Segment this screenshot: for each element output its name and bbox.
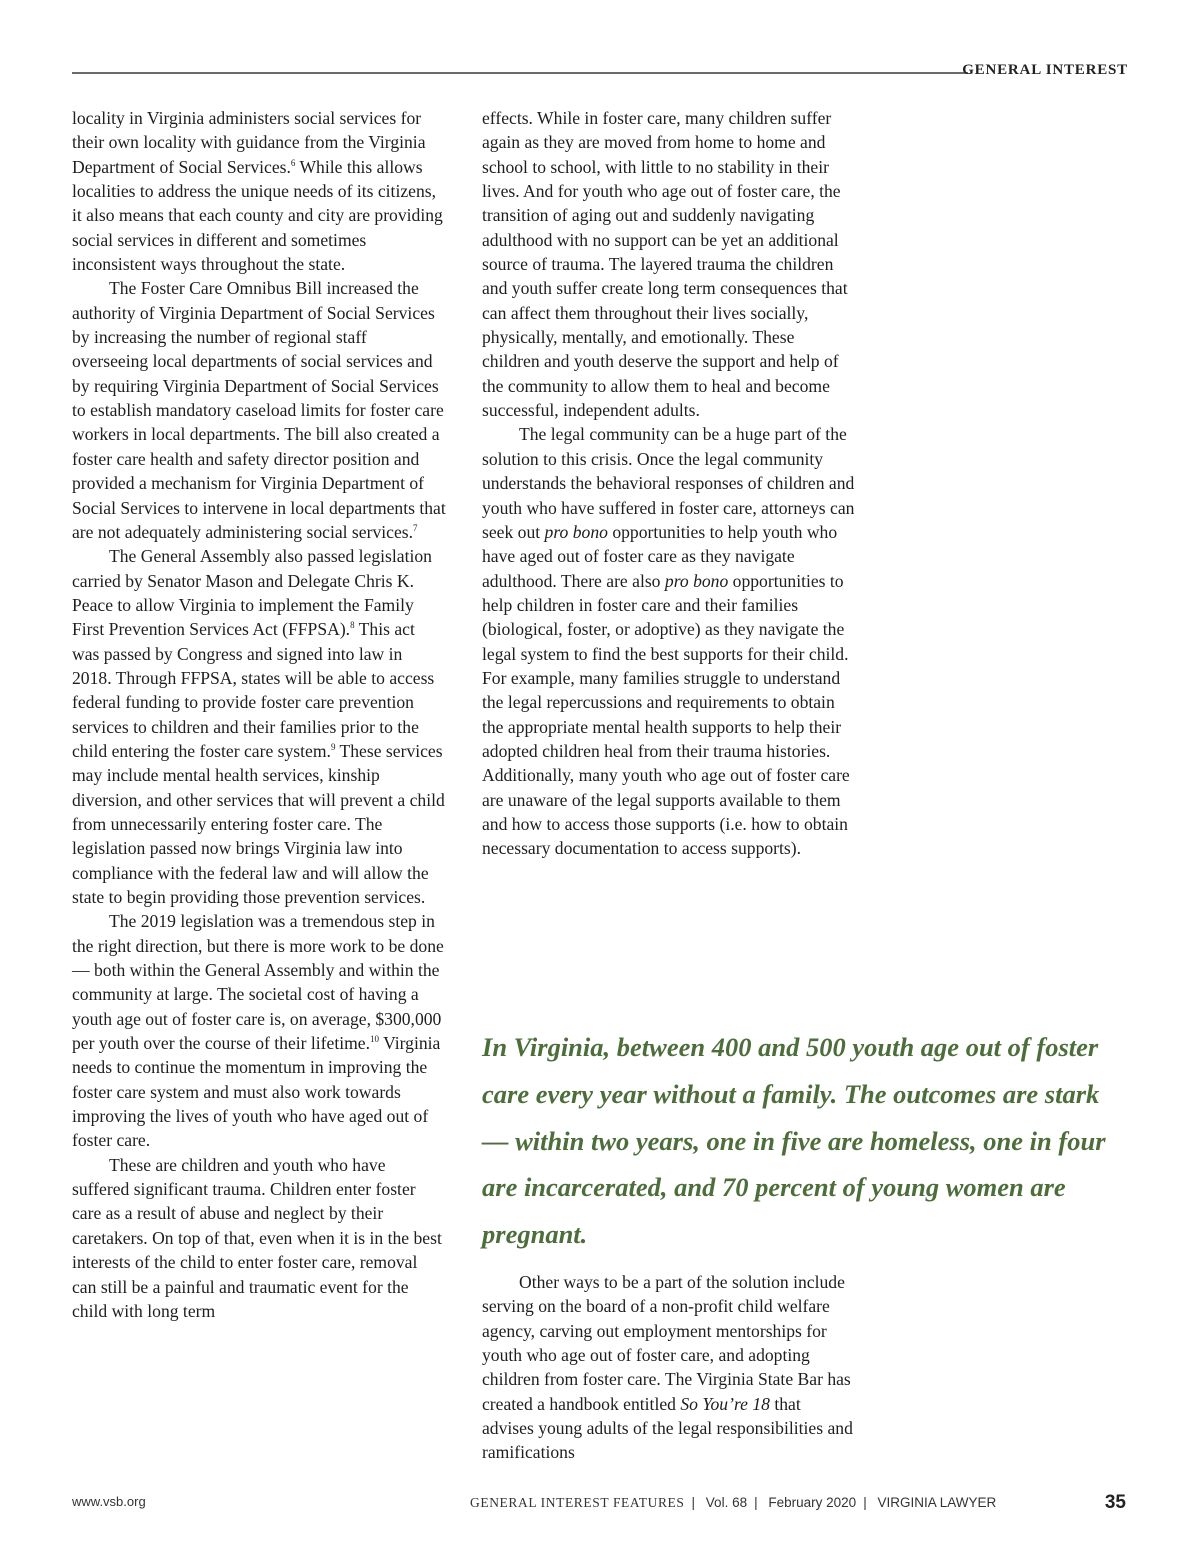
paragraph: The Foster Care Omnibus Bill increased the authority of Virginia Department of Social Services by increasing the number of regional staff overseeing local departments of social services and by requiring Virginia Department of Social Services to establish mandatory caseload limits for foster care workers in local departments. The bill also created a foster care health and safety director position and provided a mechanism for Virginia Department of Social Services to intervene in local departments that are not adequately administering social services.$^7$ [72, 278, 446, 542]
footer-publication: VIRGINIA LAWYER [877, 1495, 997, 1510]
paragraph: The General Assembly also passed legislation carried by Senator Mason and Delegate Chris K. Peace to allow Virginia to implement the Family First Prevention Services Act (FFPSA).$^8$ This act was passed by Congress and signed into law in 2018. Through FFPSA, states will be able to access federal funding to provide foster care prevention services to children and their families prior to the child entering the foster care system.$^9$ These services may include mental health services, kinship diversion, and other services that will prevent a child from unnecessarily entering foster care. The legislation passed now brings Virginia law into compliance with the federal law and will allow the state to begin providing those prevention services. [72, 546, 445, 907]
article-column-left [72, 106, 446, 1323]
paragraph: The legal community can be a huge part of the solution to this crisis. Once the legal community understands the behavioral responses of children and youth who have suffered in foster care, attorneys can seek out pro bono opportunities to help youth who have aged out of foster care as they navigate adulthood. There are also pro bono opportunities to help children in foster care and their families (biological, foster, or adoptive) as they navigate the legal system to find the best supports for their child. For example, many families struggle to understand the legal repercussions and requirements to obtain the appropriate mental health supports to help their adopted children heal from their trauma histories. Additionally, many youth who age out of foster care are unaware of the legal supports available to them and how to access those supports (i.e. how to obtain necessary documentation to access supports). [482, 424, 855, 859]
footnote-ref: 9 [330, 741, 336, 752]
paragraph: Other ways to be a part of the solution include serving on the board of a non-profit child welfare agency, carving out employment mentorships for youth who age out of foster care, and adopting children from foster care. The Virginia State Bar has created a handbook entitled So You’re 18 that advises young adults of the legal responsibilities and ramifications [482, 1272, 853, 1463]
footer-section: GENERAL INTEREST FEATURES [470, 1495, 685, 1510]
footer-volume: Vol. 68 [705, 1495, 748, 1510]
footnote-ref: 8 [350, 620, 355, 631]
footer-url[interactable]: www.vsb.org [72, 1494, 146, 1509]
footnote-ref: 6 [290, 157, 296, 168]
page-number: 35 [1104, 1492, 1126, 1513]
section-label: GENERAL INTEREST [962, 62, 1128, 78]
paragraph: locality in Virginia administers social services for their own locality with guidance from the Virginia Department of Social Services.$^6$ While this allows localities to address the unique needs of its citizens, it also means that each county and city are providing social services in different and sometimes inconsistent ways throughout the state. [72, 108, 443, 275]
article-column-right [482, 106, 856, 861]
footnote-ref: 7 [413, 522, 418, 533]
footer-publication-info: GENERAL INTEREST FEATURES | Vol. 68 | February 2020 | VIRGINIA LAWYER [470, 1495, 997, 1510]
paragraph: These are children and youth who have suffered significant trauma. Children enter foster care as a result of abuse and neglect by their caretakers. On top of that, even when it is in the best interests of the child to enter foster care, removal can still be a painful and traumatic event for the child with long term [72, 1154, 442, 1321]
article-column-right-continued [482, 1270, 856, 1465]
pull-quote: In Virginia, between 400 and 500 youth age out of foster care every year without a family. The outcomes are stark — within two years, one in five are homeless, one in four are incarcerated, and 70 percent of young women are pregnant. [482, 1032, 1106, 1250]
footer-date: February 2020 [768, 1495, 857, 1510]
footnote-ref: 10 [370, 1034, 380, 1045]
paragraph: effects. While in foster care, many children suffer again as they are moved from home to home and school to school, with little to no stability in their lives. And for youth who age out of foster care, the transition of aging out and suddenly navigating adulthood with no support can be yet an additional source of trauma. The layered trauma the children and youth suffer create long term consequences that can affect them throughout their lives socially, physically, mentally, and emotionally. These children and youth deserve the support and help of the community to allow them to heal and become successful, independent adults. [482, 108, 848, 421]
header-rule [72, 72, 968, 74]
paragraph: The 2019 legislation was a tremendous step in the right direction, but there is more work to be done — both within the General Assembly and within the community at large. The societal cost of having a youth age out of foster care is, on average, $300,000 per youth over the course of their lifetime.$^{10}$ Virginia needs to continue the momentum in improving the foster care system and must also work towards improving the lives of youth who have aged out of foster care. [72, 911, 444, 1151]
